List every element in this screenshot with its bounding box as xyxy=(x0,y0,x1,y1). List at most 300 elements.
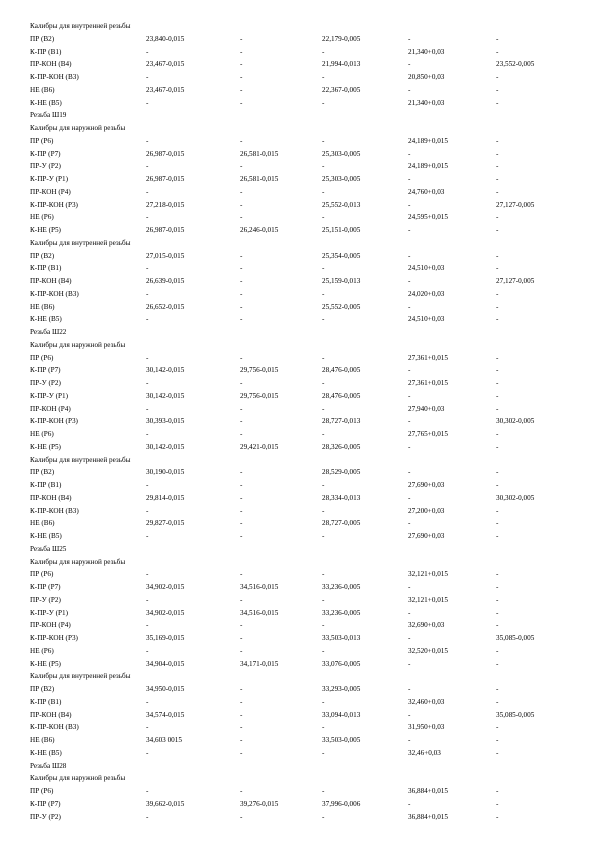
dimension-value: 24,189+0,015 xyxy=(408,162,448,171)
dimension-value: - xyxy=(240,710,243,719)
dimension-value: - xyxy=(240,353,243,362)
table-row xyxy=(0,186,595,199)
dimension-value: - xyxy=(496,646,499,655)
table-row xyxy=(0,581,595,594)
dimension-value: 26,639-0,015 xyxy=(146,277,185,285)
dimension-value: 28,727-0,013 xyxy=(322,417,361,426)
dimension-value: - xyxy=(496,213,499,222)
dimension-value: 29,827-0,015 xyxy=(146,519,185,528)
dimension-value: - xyxy=(240,85,243,94)
table-row xyxy=(0,46,595,59)
dimension-value: 34,516-0,015 xyxy=(240,583,279,591)
table-row xyxy=(0,530,595,543)
dimension-value: 25,354-0,005 xyxy=(322,251,361,260)
dimension-value: - xyxy=(146,506,149,515)
gauge-name: НЕ (Р6) xyxy=(30,213,54,222)
dimension-value: - xyxy=(496,736,499,744)
dimension-value: - xyxy=(240,73,243,81)
table-row xyxy=(0,352,595,365)
dimension-value: - xyxy=(240,736,243,744)
section-title: Резьба Ш22 xyxy=(30,328,67,336)
dimension-value: - xyxy=(146,289,149,298)
dimension-value: - xyxy=(240,404,243,413)
table-row xyxy=(0,58,595,71)
dimension-value: 26,581-0,015 xyxy=(240,175,279,183)
gauge-name: ПР-КОН (В4) xyxy=(30,277,72,285)
gauge-name: ПР-КОН (Р4) xyxy=(30,187,71,196)
dimension-value: - xyxy=(146,213,149,222)
dimension-value: - xyxy=(240,302,243,311)
dimension-value: - xyxy=(322,404,325,413)
gauge-name: ПР (В2) xyxy=(30,468,55,477)
table-row xyxy=(0,415,595,428)
dimension-value: 39,276-0,015 xyxy=(240,799,279,808)
gauge-group-heading xyxy=(0,20,595,33)
dimension-value: 34,171-0,015 xyxy=(240,659,279,668)
table-row xyxy=(0,632,595,645)
gauge-group-heading xyxy=(0,237,595,250)
dimension-value: - xyxy=(408,251,411,260)
dimension-value: 34,902-0,015 xyxy=(146,583,185,591)
dimension-value: 32,121+0,015 xyxy=(408,595,448,604)
dimension-value: - xyxy=(240,60,243,69)
dimension-value: - xyxy=(240,468,243,477)
gauge-group-heading xyxy=(0,122,595,135)
dimension-value: - xyxy=(146,532,149,540)
table-row xyxy=(0,747,595,760)
dimension-value: - xyxy=(240,289,243,298)
dimension-value: 24,510+0,03 xyxy=(408,315,445,324)
gauge-name: ПР-КОН (Р4) xyxy=(30,404,71,413)
dimension-value: - xyxy=(496,289,499,298)
dimension-value: 25,552-0,013 xyxy=(322,200,361,209)
gauge-name: К-ПР-У (Р1) xyxy=(30,608,69,617)
dimension-value: 24,020+0,03 xyxy=(408,289,445,298)
dimension-value: - xyxy=(240,379,243,387)
dimension-value: - xyxy=(146,162,149,171)
dimension-value: - xyxy=(408,659,411,668)
dimension-value: 28,727-0,005 xyxy=(322,519,361,528)
dimension-value: - xyxy=(322,812,325,821)
table-row xyxy=(0,619,595,632)
dimension-value: 33,503-0,005 xyxy=(322,736,361,744)
gauge-name: К-ПР (Р7) xyxy=(30,149,61,158)
dimension-value: - xyxy=(240,748,243,757)
gauge-name: НЕ (В6) xyxy=(30,85,55,94)
dimension-value: 36,884+0,015 xyxy=(408,812,448,821)
subsection-title: Калибры для наружной резьбы xyxy=(30,557,126,566)
dimension-value: 21,994-0,013 xyxy=(322,60,361,69)
gauge-name: ПР-КОН (В4) xyxy=(30,710,72,719)
dimension-value: - xyxy=(146,136,149,145)
dimension-value: - xyxy=(240,685,243,693)
dimension-value: 28,334-0,013 xyxy=(322,493,361,502)
dimension-value: - xyxy=(240,34,243,43)
gauge-name: К-ПР-КОН (В3) xyxy=(30,289,79,298)
dimension-value: - xyxy=(322,570,325,579)
dimension-value: - xyxy=(322,723,325,732)
dimension-value: 39,662-0,015 xyxy=(146,799,185,808)
dimension-value: - xyxy=(408,519,411,528)
dimension-value: 32,690+0,03 xyxy=(408,621,445,630)
table-row xyxy=(0,135,595,148)
dimension-value: - xyxy=(496,98,499,107)
dimension-value: 34,574-0,015 xyxy=(146,710,185,719)
dimension-value: - xyxy=(496,748,499,757)
gauge-name: ПР-У (Р2) xyxy=(30,812,61,821)
gauge-name: К-ПР (Р7) xyxy=(30,583,61,591)
dimension-value: 25,303-0,005 xyxy=(322,149,361,158)
gauge-name: К-ПР (Р7) xyxy=(30,799,61,808)
gauge-name: К-НЕ (В5) xyxy=(30,98,62,107)
table-row xyxy=(0,224,595,237)
gauge-name: К-ПР-У (Р1) xyxy=(30,391,69,400)
table-row xyxy=(0,658,595,671)
dimension-value: - xyxy=(496,162,499,171)
dimension-value: - xyxy=(322,315,325,324)
dimension-value: - xyxy=(496,685,499,693)
section-title: Резьба Ш25 xyxy=(30,544,67,553)
dimension-value: - xyxy=(322,353,325,362)
table-row xyxy=(0,390,595,403)
dimension-value: - xyxy=(322,47,325,56)
dimension-value: - xyxy=(496,430,499,438)
dimension-value: 32,520+0,015 xyxy=(408,646,448,655)
dimension-value: - xyxy=(322,264,325,273)
dimension-value: - xyxy=(408,442,411,451)
dimension-value: - xyxy=(146,812,149,821)
thread-section-heading xyxy=(0,760,595,773)
dimension-value: 35,085-0,005 xyxy=(496,710,535,719)
dimension-value: - xyxy=(322,748,325,757)
dimension-value: - xyxy=(322,136,325,145)
dimension-value: 23,552-0,005 xyxy=(496,60,535,69)
subsection-title: Калибры для внутренней резьбы xyxy=(30,455,131,464)
dimension-value: - xyxy=(146,748,149,757)
dimension-value: 22,367-0,005 xyxy=(322,85,361,94)
table-row xyxy=(0,709,595,722)
gauge-name: К-ПР-КОН (В3) xyxy=(30,506,79,515)
dimension-value: - xyxy=(322,73,325,81)
dimension-value: - xyxy=(496,149,499,158)
gauge-name: К-ПР-КОН (В3) xyxy=(30,723,79,732)
dimension-value: 33,503-0,013 xyxy=(322,634,361,642)
gauge-name: К-НЕ (В5) xyxy=(30,315,62,324)
dimension-value: - xyxy=(322,379,325,387)
gauge-name: К-ПР (Р7) xyxy=(30,366,61,375)
dimension-value: 33,076-0,005 xyxy=(322,659,361,668)
dimension-value: - xyxy=(322,621,325,630)
dimension-value: - xyxy=(240,621,243,630)
dimension-value: 30,142-0,015 xyxy=(146,442,185,451)
gauge-name: К-ПР-КОН (В3) xyxy=(30,73,79,81)
dimension-value: - xyxy=(496,799,499,808)
gauge-name: ПР (Р6) xyxy=(30,787,54,795)
dimension-value: - xyxy=(240,812,243,821)
dimension-value: - xyxy=(408,391,411,400)
dimension-value: - xyxy=(146,98,149,107)
table-row xyxy=(0,71,595,84)
dimension-value: 26,581-0,015 xyxy=(240,149,279,158)
dimension-value: 33,236-0,005 xyxy=(322,608,361,617)
dimension-value: - xyxy=(496,697,499,706)
gauge-name: К-ПР-КОН (Р3) xyxy=(30,417,78,426)
gauge-name: НЕ (В6) xyxy=(30,302,55,311)
dimension-value: - xyxy=(146,621,149,630)
table-row xyxy=(0,607,595,620)
dimension-value: - xyxy=(146,187,149,196)
subsection-title: Калибры для внутренней резьбы xyxy=(30,22,131,30)
dimension-value: - xyxy=(408,493,411,502)
dimension-value: - xyxy=(240,532,243,540)
dimension-value: - xyxy=(146,481,149,489)
dimension-value: 23,840-0,015 xyxy=(146,34,185,43)
table-row xyxy=(0,364,595,377)
subsection-title: Калибры для наружной резьбы xyxy=(30,340,126,349)
dimension-value: - xyxy=(408,685,411,693)
table-row xyxy=(0,466,595,479)
dimension-value: - xyxy=(240,417,243,426)
gauge-name: К-НЕ (В5) xyxy=(30,748,62,757)
dimension-value: 37,996-0,006 xyxy=(322,799,361,808)
dimension-value: - xyxy=(408,34,411,43)
dimension-value: 34,603 0015 xyxy=(146,736,182,744)
dimension-value: 25,552-0,005 xyxy=(322,302,361,311)
dimension-value: 26,652-0,015 xyxy=(146,302,185,311)
dimension-value: 33,236-0,005 xyxy=(322,583,361,591)
dimension-value: 28,326-0,005 xyxy=(322,442,361,451)
dimension-value: - xyxy=(496,583,499,591)
dimension-value: 28,529-0,005 xyxy=(322,468,361,477)
dimension-value: - xyxy=(496,175,499,183)
dimension-value: - xyxy=(146,264,149,273)
document-page xyxy=(0,20,595,823)
dimension-value: - xyxy=(408,583,411,591)
gauge-name: К-ПР-КОН (Р3) xyxy=(30,634,78,642)
table-row xyxy=(0,479,595,492)
subsection-title: Калибры для наружной резьбы xyxy=(30,774,126,783)
dimension-value: 26,987-0,015 xyxy=(146,226,185,234)
dimension-value: 27,127-0,005 xyxy=(496,200,535,209)
dimension-value: - xyxy=(496,251,499,260)
dimension-value: - xyxy=(496,519,499,528)
dimension-value: - xyxy=(408,60,411,69)
table-row xyxy=(0,492,595,505)
dimension-value: - xyxy=(322,697,325,706)
dimension-value: 29,756-0,015 xyxy=(240,366,279,375)
table-row xyxy=(0,568,595,581)
table-row xyxy=(0,403,595,416)
dimension-value: - xyxy=(146,697,149,706)
dimension-value: 32,121+0,015 xyxy=(408,570,448,579)
dimension-value: - xyxy=(496,442,499,451)
dimension-value: 25,303-0,005 xyxy=(322,175,361,183)
gauge-name: ПР-У (Р2) xyxy=(30,595,61,604)
dimension-value: 30,302-0,005 xyxy=(496,493,535,502)
dimension-value: 36,884+0,015 xyxy=(408,787,448,795)
gauge-name: НЕ (В6) xyxy=(30,736,55,744)
gauge-name: К-ПР (В1) xyxy=(30,47,62,56)
dimension-value: 28,476-0,005 xyxy=(322,391,361,400)
subsection-title: Калибры для внутренней резьбы xyxy=(30,672,131,681)
gauge-name: ПР-У (Р2) xyxy=(30,379,61,387)
table-row xyxy=(0,645,595,658)
dimension-value: - xyxy=(496,787,499,795)
dimension-value: 30,393-0,015 xyxy=(146,417,185,426)
table-row xyxy=(0,696,595,709)
dimension-value: - xyxy=(322,430,325,438)
dimension-value: 27,218-0,015 xyxy=(146,200,185,209)
dimension-value: - xyxy=(146,787,149,795)
dimension-value: 24,595+0,015 xyxy=(408,213,448,222)
dimension-value: - xyxy=(240,136,243,145)
gauge-group-heading xyxy=(0,454,595,467)
dimension-value: - xyxy=(496,659,499,668)
dimension-value: 34,904-0,015 xyxy=(146,659,185,668)
dimension-value: 34,516-0,015 xyxy=(240,608,279,617)
dimension-value: 33,094-0,013 xyxy=(322,710,361,719)
dimension-value: 30,302-0,005 xyxy=(496,417,535,426)
dimension-value: - xyxy=(240,162,243,171)
dimension-value: - xyxy=(496,264,499,273)
thread-section-heading xyxy=(0,326,595,339)
dimension-value: - xyxy=(322,595,325,604)
table-row xyxy=(0,173,595,186)
subsection-title: Калибры для внутренней резьбы xyxy=(30,238,131,247)
dimension-value: - xyxy=(496,85,499,94)
table-row xyxy=(0,288,595,301)
dimension-value: - xyxy=(322,187,325,196)
dimension-value: - xyxy=(408,710,411,719)
dimension-value: - xyxy=(408,277,411,285)
dimension-value: 28,476-0,005 xyxy=(322,366,361,375)
gauge-name: НЕ (В6) xyxy=(30,519,55,528)
section-title: Резьба Ш19 xyxy=(30,111,67,120)
table-row xyxy=(0,441,595,454)
dimension-value: - xyxy=(408,302,411,311)
gauge-name: К-ПР (В1) xyxy=(30,697,62,706)
dimension-value: - xyxy=(240,570,243,579)
thread-section-heading xyxy=(0,109,595,122)
table-row xyxy=(0,505,595,518)
dimension-value: 23,467-0,015 xyxy=(146,60,185,69)
gauge-name: ПР (Р6) xyxy=(30,353,54,362)
dimension-value: 27,127-0,005 xyxy=(496,277,535,285)
dimension-value: - xyxy=(408,85,411,94)
dimension-value: - xyxy=(240,430,243,438)
dimension-value: - xyxy=(240,315,243,324)
dimension-value: - xyxy=(408,634,411,642)
gauge-group-heading xyxy=(0,670,595,683)
dimension-value: 34,902-0,015 xyxy=(146,608,185,617)
dimension-value: - xyxy=(146,430,149,438)
dimension-value: - xyxy=(496,315,499,324)
gauge-name: НЕ (Р6) xyxy=(30,646,54,655)
dimension-value: 27,940+0,03 xyxy=(408,404,445,413)
dimension-value: 20,850+0,03 xyxy=(408,73,445,81)
gauge-name: К-ПР (В1) xyxy=(30,481,62,489)
dimension-value: - xyxy=(496,404,499,413)
dimension-value: - xyxy=(322,481,325,489)
table-row xyxy=(0,262,595,275)
dimension-value: 35,085-0,005 xyxy=(496,634,535,642)
gauge-name: ПР (Р6) xyxy=(30,136,54,145)
dimension-value: 25,159-0,013 xyxy=(322,277,361,285)
dimension-value: - xyxy=(240,98,243,107)
gauge-name: ПР-КОН (В4) xyxy=(30,60,72,69)
dimension-value: - xyxy=(240,200,243,209)
dimension-value: - xyxy=(496,379,499,387)
dimension-value: - xyxy=(240,277,243,285)
table-row xyxy=(0,148,595,161)
gauge-name: К-НЕ (В5) xyxy=(30,532,62,540)
dimension-value: - xyxy=(408,200,411,209)
table-row xyxy=(0,84,595,97)
dimension-value: 33,293-0,005 xyxy=(322,685,361,693)
dimension-value: 29,421-0,015 xyxy=(240,442,279,451)
section-title: Резьба Ш28 xyxy=(30,761,67,770)
table-row xyxy=(0,683,595,696)
dimension-value: - xyxy=(496,621,499,630)
dimension-value: - xyxy=(408,736,411,744)
table-row xyxy=(0,517,595,530)
dimension-value: - xyxy=(408,226,411,234)
gauge-name: ПР-КОН (Р4) xyxy=(30,621,71,630)
table-row xyxy=(0,428,595,441)
dimension-value: - xyxy=(240,47,243,56)
dimension-value: - xyxy=(496,481,499,489)
dimension-value: 25,151-0,005 xyxy=(322,226,361,234)
dimension-value: - xyxy=(496,136,499,145)
dimension-value: - xyxy=(240,251,243,260)
dimension-value: - xyxy=(322,532,325,540)
gauge-name: К-НЕ (Р5) xyxy=(30,659,61,668)
dimension-value: - xyxy=(322,506,325,515)
dimension-value: 31,950+0,03 xyxy=(408,723,445,732)
gauge-name: ПР-КОН (В4) xyxy=(30,493,72,502)
table-row xyxy=(0,721,595,734)
table-row xyxy=(0,798,595,811)
gauge-group-heading xyxy=(0,339,595,352)
dimension-value: - xyxy=(408,468,411,477)
dimension-value: 26,987-0,015 xyxy=(146,175,185,183)
table-row xyxy=(0,734,595,747)
dimension-value: - xyxy=(322,98,325,107)
table-row xyxy=(0,199,595,212)
dimension-value: - xyxy=(240,264,243,273)
gauge-group-heading xyxy=(0,772,595,785)
dimension-value: - xyxy=(240,723,243,732)
dimension-value: - xyxy=(496,366,499,375)
dimension-value: 27,690+0,03 xyxy=(408,532,445,540)
thread-section-heading xyxy=(0,543,595,556)
table-row xyxy=(0,313,595,326)
dimension-value: - xyxy=(240,213,243,222)
dimension-value: - xyxy=(496,302,499,311)
table-row xyxy=(0,33,595,46)
gauge-name: К-НЕ (Р5) xyxy=(30,442,61,451)
dimension-value: - xyxy=(322,162,325,171)
gauge-name: К-ПР-КОН (Р3) xyxy=(30,200,78,209)
dimension-value: - xyxy=(496,34,499,43)
gauge-name: ПР (В2) xyxy=(30,685,55,693)
dimension-value: - xyxy=(240,646,243,655)
dimension-value: - xyxy=(408,366,411,375)
dimension-value: 27,765+0,015 xyxy=(408,430,448,438)
dimension-value: 27,690+0,03 xyxy=(408,481,445,489)
gauge-name: ПР (Р6) xyxy=(30,570,54,579)
dimension-value: - xyxy=(146,315,149,324)
